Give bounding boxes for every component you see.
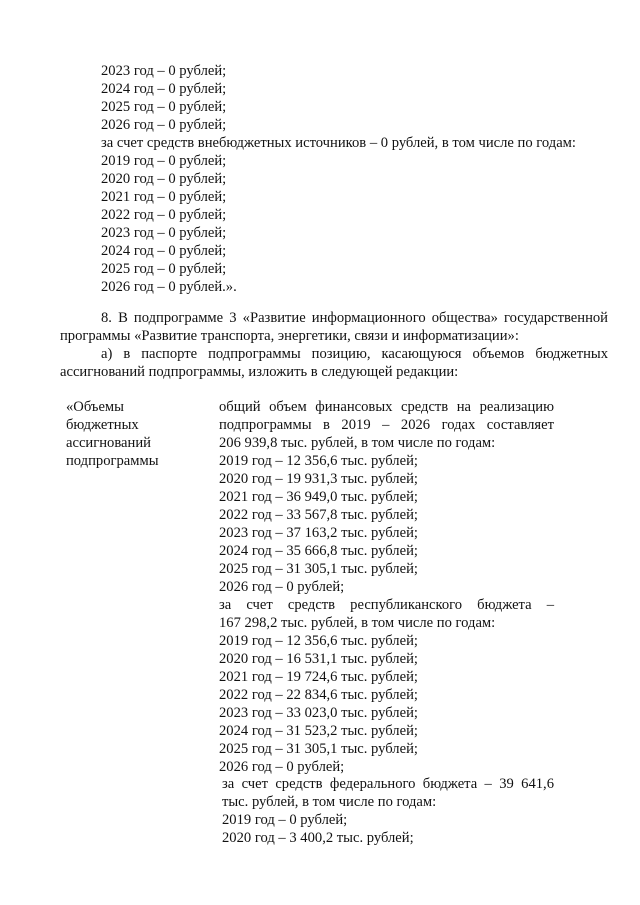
table-line-6: 2021 год – 36 949,0 тыс. рублей; [219, 489, 418, 505]
top-line-4: 2026 год – 0 рублей; [101, 117, 227, 133]
top-line-1: 2023 год – 0 рублей; [101, 63, 227, 79]
table-line-15: 2020 год – 16 531,1 тыс. рублей; [219, 651, 418, 667]
table-line-11: 2026 год – 0 рублей; [219, 579, 345, 595]
table-line-24: 2019 год – 0 рублей; [222, 812, 348, 828]
table-line-10: 2025 год – 31 305,1 тыс. рублей; [219, 561, 418, 577]
table-line-25: 2020 год – 3 400,2 тыс. рублей; [222, 830, 414, 846]
table-line-8: 2023 год – 37 163,2 тыс. рублей; [219, 525, 418, 541]
table-line-16: 2021 год – 19 724,6 тыс. рублей; [219, 669, 418, 685]
top-line-5: за счет средств внебюджетных источников – 0 рублей, в том числе по годам: [101, 135, 576, 151]
table-line-23: тыс. рублей, в том числе по годам: [222, 794, 437, 810]
table-line-13: 167 298,2 тыс. рублей, в том числе по годам: [219, 615, 496, 631]
table-label-4: подпрограммы [66, 453, 159, 469]
table-line-18: 2023 год – 33 023,0 тыс. рублей; [219, 705, 418, 721]
table-line-3: 206 939,8 тыс. рублей, в том числе по годам: [219, 435, 496, 451]
top-line-10: 2023 год – 0 рублей; [101, 225, 227, 241]
top-line-2: 2024 год – 0 рублей; [101, 81, 227, 97]
top-line-9: 2022 год – 0 рублей; [101, 207, 227, 223]
top-line-3: 2025 год – 0 рублей; [101, 99, 227, 115]
table-line-5: 2020 год – 19 931,3 тыс. рублей; [219, 471, 418, 487]
table-line-2: подпрограммы в 2019 – 2026 годах составляет [219, 417, 554, 433]
table-line-14: 2019 год – 12 356,6 тыс. рублей; [219, 633, 418, 649]
table-line-12: за счет средств республиканского бюджета – [219, 597, 554, 613]
table-label-2: бюджетных [66, 417, 139, 433]
table-label-3: ассигнований [66, 435, 151, 451]
table-line-4: 2019 год – 12 356,6 тыс. рублей; [219, 453, 418, 469]
table-label-1: «Объемы [66, 399, 124, 415]
para8-line1: 8. В подпрограмме 3 «Развитие информационного общества» государственной [101, 310, 608, 326]
para8-line2: программы «Развитие транспорта, энергетики, связи и информатизации»: [60, 328, 519, 344]
para-a-line2: ассигнований подпрограммы, изложить в следующей редакции: [60, 364, 459, 380]
top-line-13: 2026 год – 0 рублей.». [101, 279, 237, 295]
table-line-19: 2024 год – 31 523,2 тыс. рублей; [219, 723, 418, 739]
top-line-12: 2025 год – 0 рублей; [101, 261, 227, 277]
top-line-7: 2020 год – 0 рублей; [101, 171, 227, 187]
para-a-line1: а) в паспорте подпрограммы позицию, касающуюся объемов бюджетных [101, 346, 608, 362]
table-line-17: 2022 год – 22 834,6 тыс. рублей; [219, 687, 418, 703]
table-line-9: 2024 год – 35 666,8 тыс. рублей; [219, 543, 418, 559]
table-line-22: за счет средств федерального бюджета – 39 641,6 [222, 776, 554, 792]
table-line-1: общий объем финансовых средств на реализацию [219, 399, 554, 415]
top-line-6: 2019 год – 0 рублей; [101, 153, 227, 169]
top-line-11: 2024 год – 0 рублей; [101, 243, 227, 259]
table-line-7: 2022 год – 33 567,8 тыс. рублей; [219, 507, 418, 523]
top-line-8: 2021 год – 0 рублей; [101, 189, 227, 205]
table-line-21: 2026 год – 0 рублей; [219, 759, 345, 775]
table-line-20: 2025 год – 31 305,1 тыс. рублей; [219, 741, 418, 757]
